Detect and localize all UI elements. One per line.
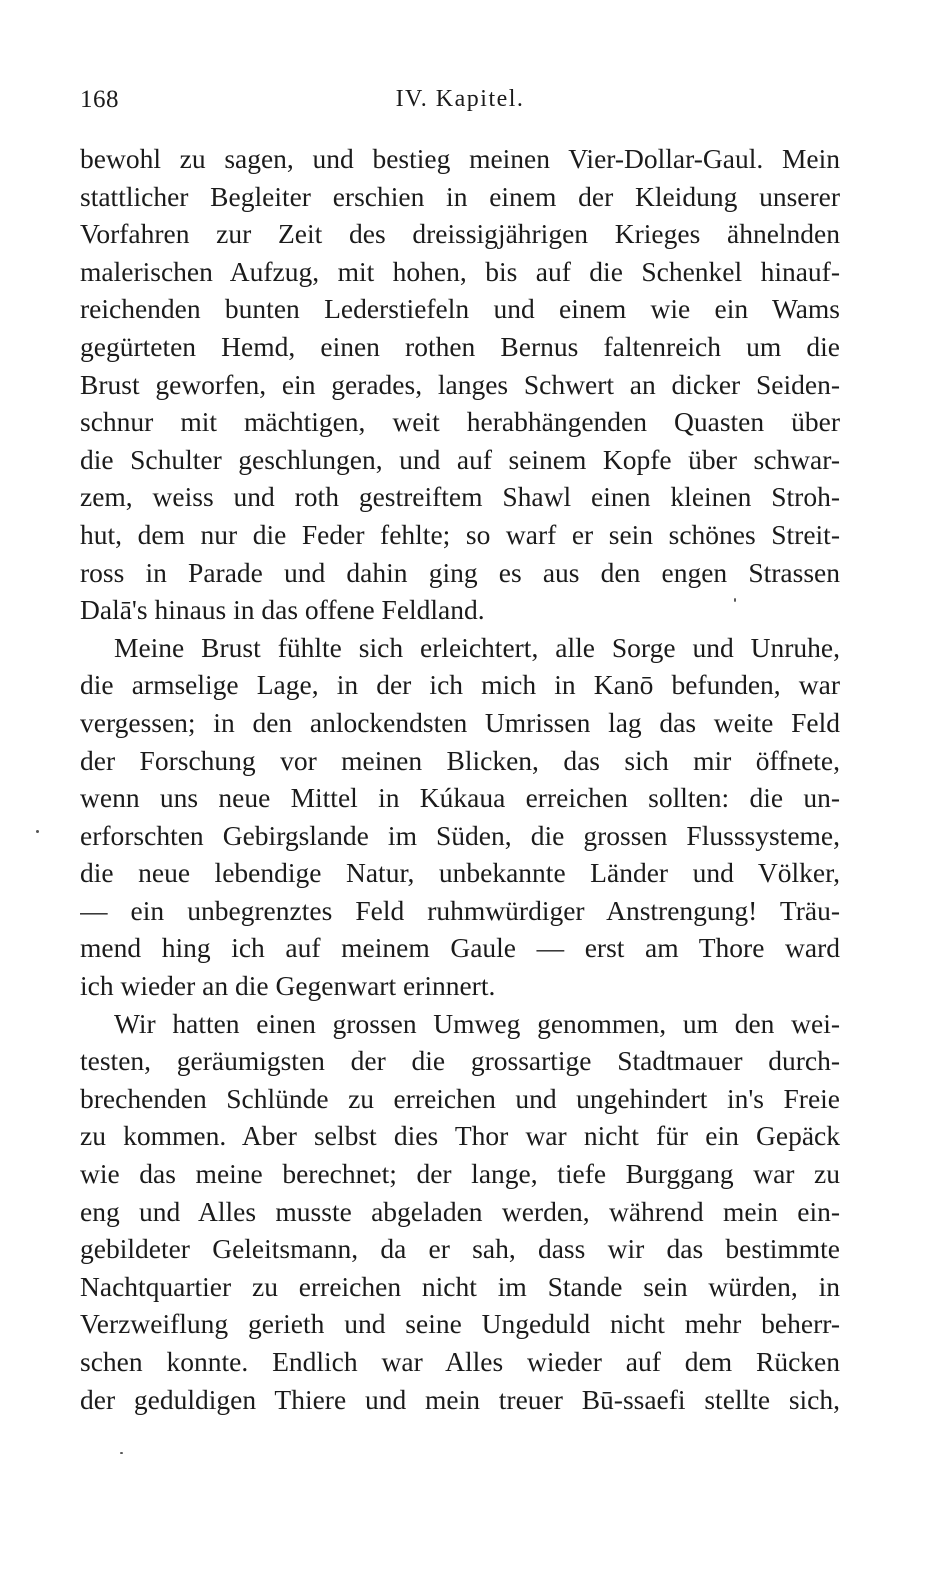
paragraph-2: [80, 629, 840, 1005]
text-line: Nachtquartier zu erreichen nicht im Stande sein würden, in: [80, 1270, 840, 1302]
text-line: stattlicher Begleiter erschien in einem der Kleidung unserer: [80, 180, 840, 212]
text-line: gegürteten Hemd, einen rothen Bernus faltenreich um die: [80, 330, 840, 362]
text-line: Verzweiflung gerieth und seine Ungeduld nicht mehr beherr-: [80, 1308, 840, 1340]
text-line: der Forschung vor meinen Blicken, das sich mir öffnete,: [80, 744, 840, 776]
text-line: Vorfahren zur Zeit des dreissigjährigen Krieges ähnelnden: [80, 218, 840, 250]
scan-speck: [120, 1452, 123, 1454]
text-line: testen, geräumigsten der die grossartige Stadtmauer durch-: [80, 1045, 840, 1077]
text-line: zu kommen. Aber selbst dies Thor war nicht für ein Gepäck: [80, 1120, 840, 1152]
paragraph-1: [80, 140, 840, 629]
text-line: schnur mit mächtigen, weit herabhängenden Quasten über: [80, 406, 840, 438]
text-line: ross in Parade und dahin ging es aus den engen Strassen: [80, 556, 840, 588]
text-line: zem, weiss und roth gestreiftem Shawl einen kleinen Stroh-: [80, 481, 840, 513]
text-line: eng und Alles musste abgeladen werden, während mein ein-: [80, 1195, 840, 1227]
text-line: erforschten Gebirgslande im Süden, die grossen Flusssysteme,: [80, 819, 840, 851]
text-line: mend hing ich auf meinem Gaule — erst am Thore ward: [80, 932, 840, 964]
page-number: 168: [80, 86, 119, 113]
text-line: — ein unbegrenztes Feld ruhmwürdiger Anstrengung! Träu-: [80, 894, 840, 926]
text-line: wenn uns neue Mittel in Kúkaua erreichen sollten: die un-: [80, 782, 840, 814]
text-line: gebildeter Geleitsmann, da er sah, dass wir das bestimmte: [80, 1233, 840, 1265]
paragraph-3: [80, 1005, 840, 1419]
scan-speck: [734, 598, 736, 602]
text-line: hut, dem nur die Feder fehlte; so warf er sein schönes Streit-: [80, 518, 840, 550]
text-line: die armselige Lage, in der ich mich in Kanō befunden, war: [80, 669, 840, 701]
text-line: Wir hatten einen grossen Umweg genommen, um den wei-: [114, 1007, 840, 1039]
text-line: ich wieder an die Gegenwart erinnert.: [80, 970, 496, 1002]
text-line: bewohl zu sagen, und bestieg meinen Vier-Dollar-Gaul. Mein: [80, 143, 840, 174]
text-line: die neue lebendige Natur, unbekannte Länder und Völker,: [80, 857, 840, 889]
chapter-title: IV. Kapitel.: [395, 86, 525, 112]
body-text: [80, 140, 840, 1418]
text-line: brechenden Schlünde zu erreichen und ungehindert in's Freie: [80, 1082, 840, 1114]
text-line: vergessen; in den anlockendsten Umrissen lag das weite Feld: [80, 706, 840, 738]
scan-speck: [36, 830, 39, 833]
text-line: wie das meine berechnet; der lange, tiefe Burggang war zu: [80, 1158, 840, 1190]
text-line: Brust geworfen, ein gerades, langes Schwert an dicker Seiden-: [80, 368, 840, 400]
text-line: malerischen Aufzug, mit hohen, bis auf die Schenkel hinauf-: [80, 255, 840, 287]
text-line: Dalā's hinaus in das offene Feldland.: [80, 594, 485, 626]
text-line: schen konnte. Endlich war Alles wieder auf dem Rücken: [80, 1346, 840, 1377]
text-line: die Schulter geschlungen, und auf seinem Kopfe über schwar-: [80, 443, 840, 475]
running-head: [80, 86, 840, 122]
text-line: der geduldigen Thiere und mein treuer Bū-ssaefi stellte sich,: [80, 1383, 840, 1415]
text-line: reichenden bunten Lederstiefeln und einem wie ein Wams: [80, 293, 840, 325]
text-line: Meine Brust fühlte sich erleichtert, alle Sorge und Unruhe,: [114, 631, 840, 663]
